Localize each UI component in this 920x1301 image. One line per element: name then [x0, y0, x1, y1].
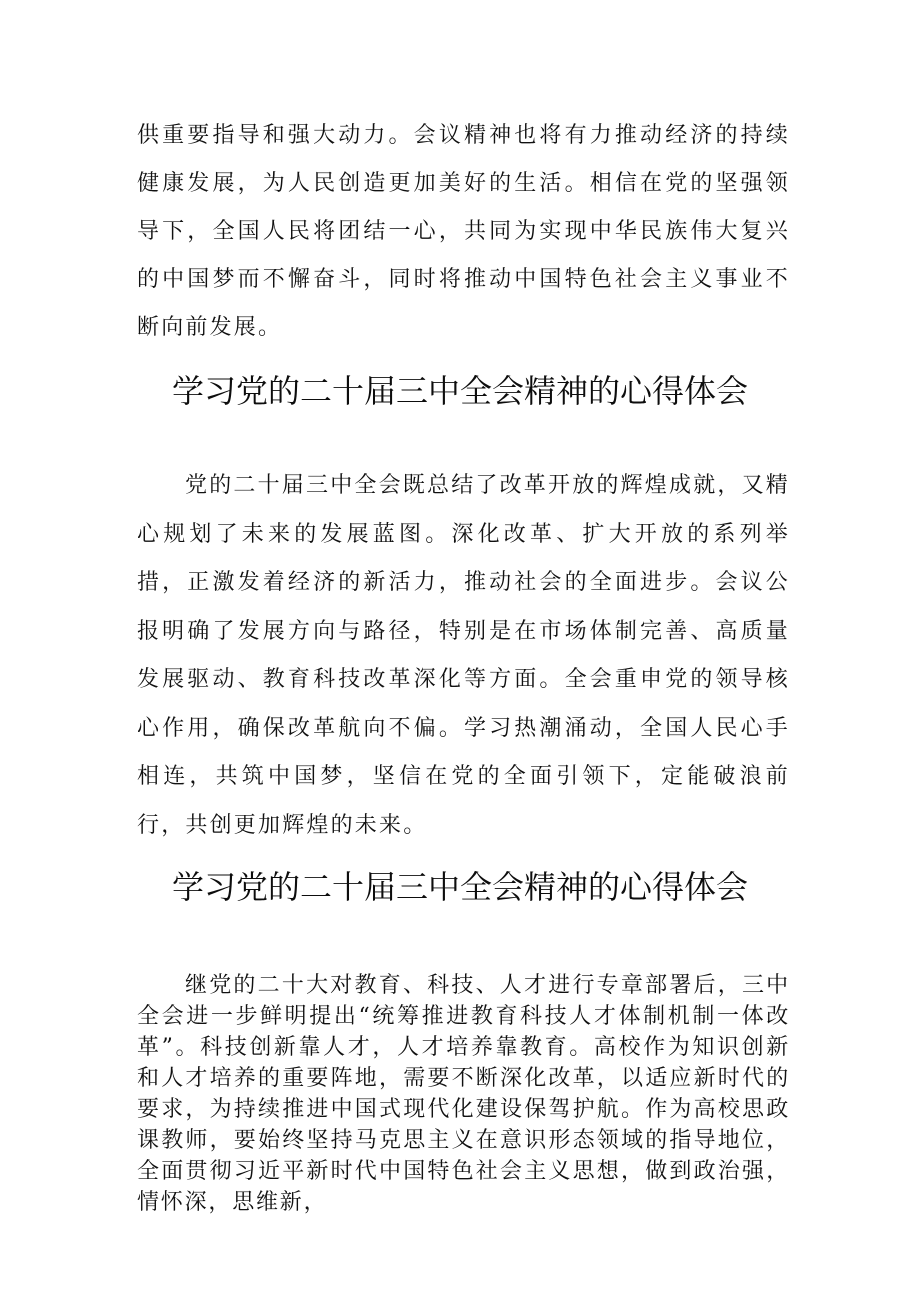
- section-heading-1: 学习党的二十届三中全会精神的心得体会: [171, 372, 748, 410]
- section-heading-2: 学习党的二十届三中全会精神的心得体会: [171, 868, 748, 906]
- paragraph-continuation: 供重要指导和强大动力。会议精神也将有力推动经济的持续健康发展，为人民创造更加美好的生活。相信在党的坚强领导下，全国人民将团结一心，共同为实现中华民族伟大复兴的中国梦而不懈奋斗，同时将推动中国特色社会主义事业不断向前发展。: [137, 123, 790, 340]
- paragraph-section-1: 党的二十届三中全会既总结了改革开放的辉煌成就，又精心规划了未来的发展蓝图。深化改革、扩大开放的系列举措，正激发着经济的新活力，推动社会的全面进步。会议公报明确了发展方向与路径，特别是在市场体制完善、高质量发展驱动、教育科技改革深化等方面。全会重申党的领导核心作用，确保改革航向不偏。学习热潮涌动，全国人民心手相连，共筑中国梦，坚信在党的全面引领下，定能破浪前行，共创更加辉煌的未来。: [137, 473, 791, 838]
- paragraph-section-2: 继党的二十大对教育、科技、人才进行专章部署后，三中全会进一步鲜明提出“统筹推进教育科技人才体制机制一体改革”。科技创新靠人才，人才培养靠教育。高校作为知识创新和人才培养的重要阵地，需要不断深化改革，以适应新时代的要求，为持续推进中国式现代化建设保驾护航。作为高校思政课教师，要始终坚持马克思主义在意识形态领域的指导地位，全面贯彻习近平新时代中国特色社会主义思想，做到政治强，情怀深，思维新，: [137, 973, 790, 1215]
